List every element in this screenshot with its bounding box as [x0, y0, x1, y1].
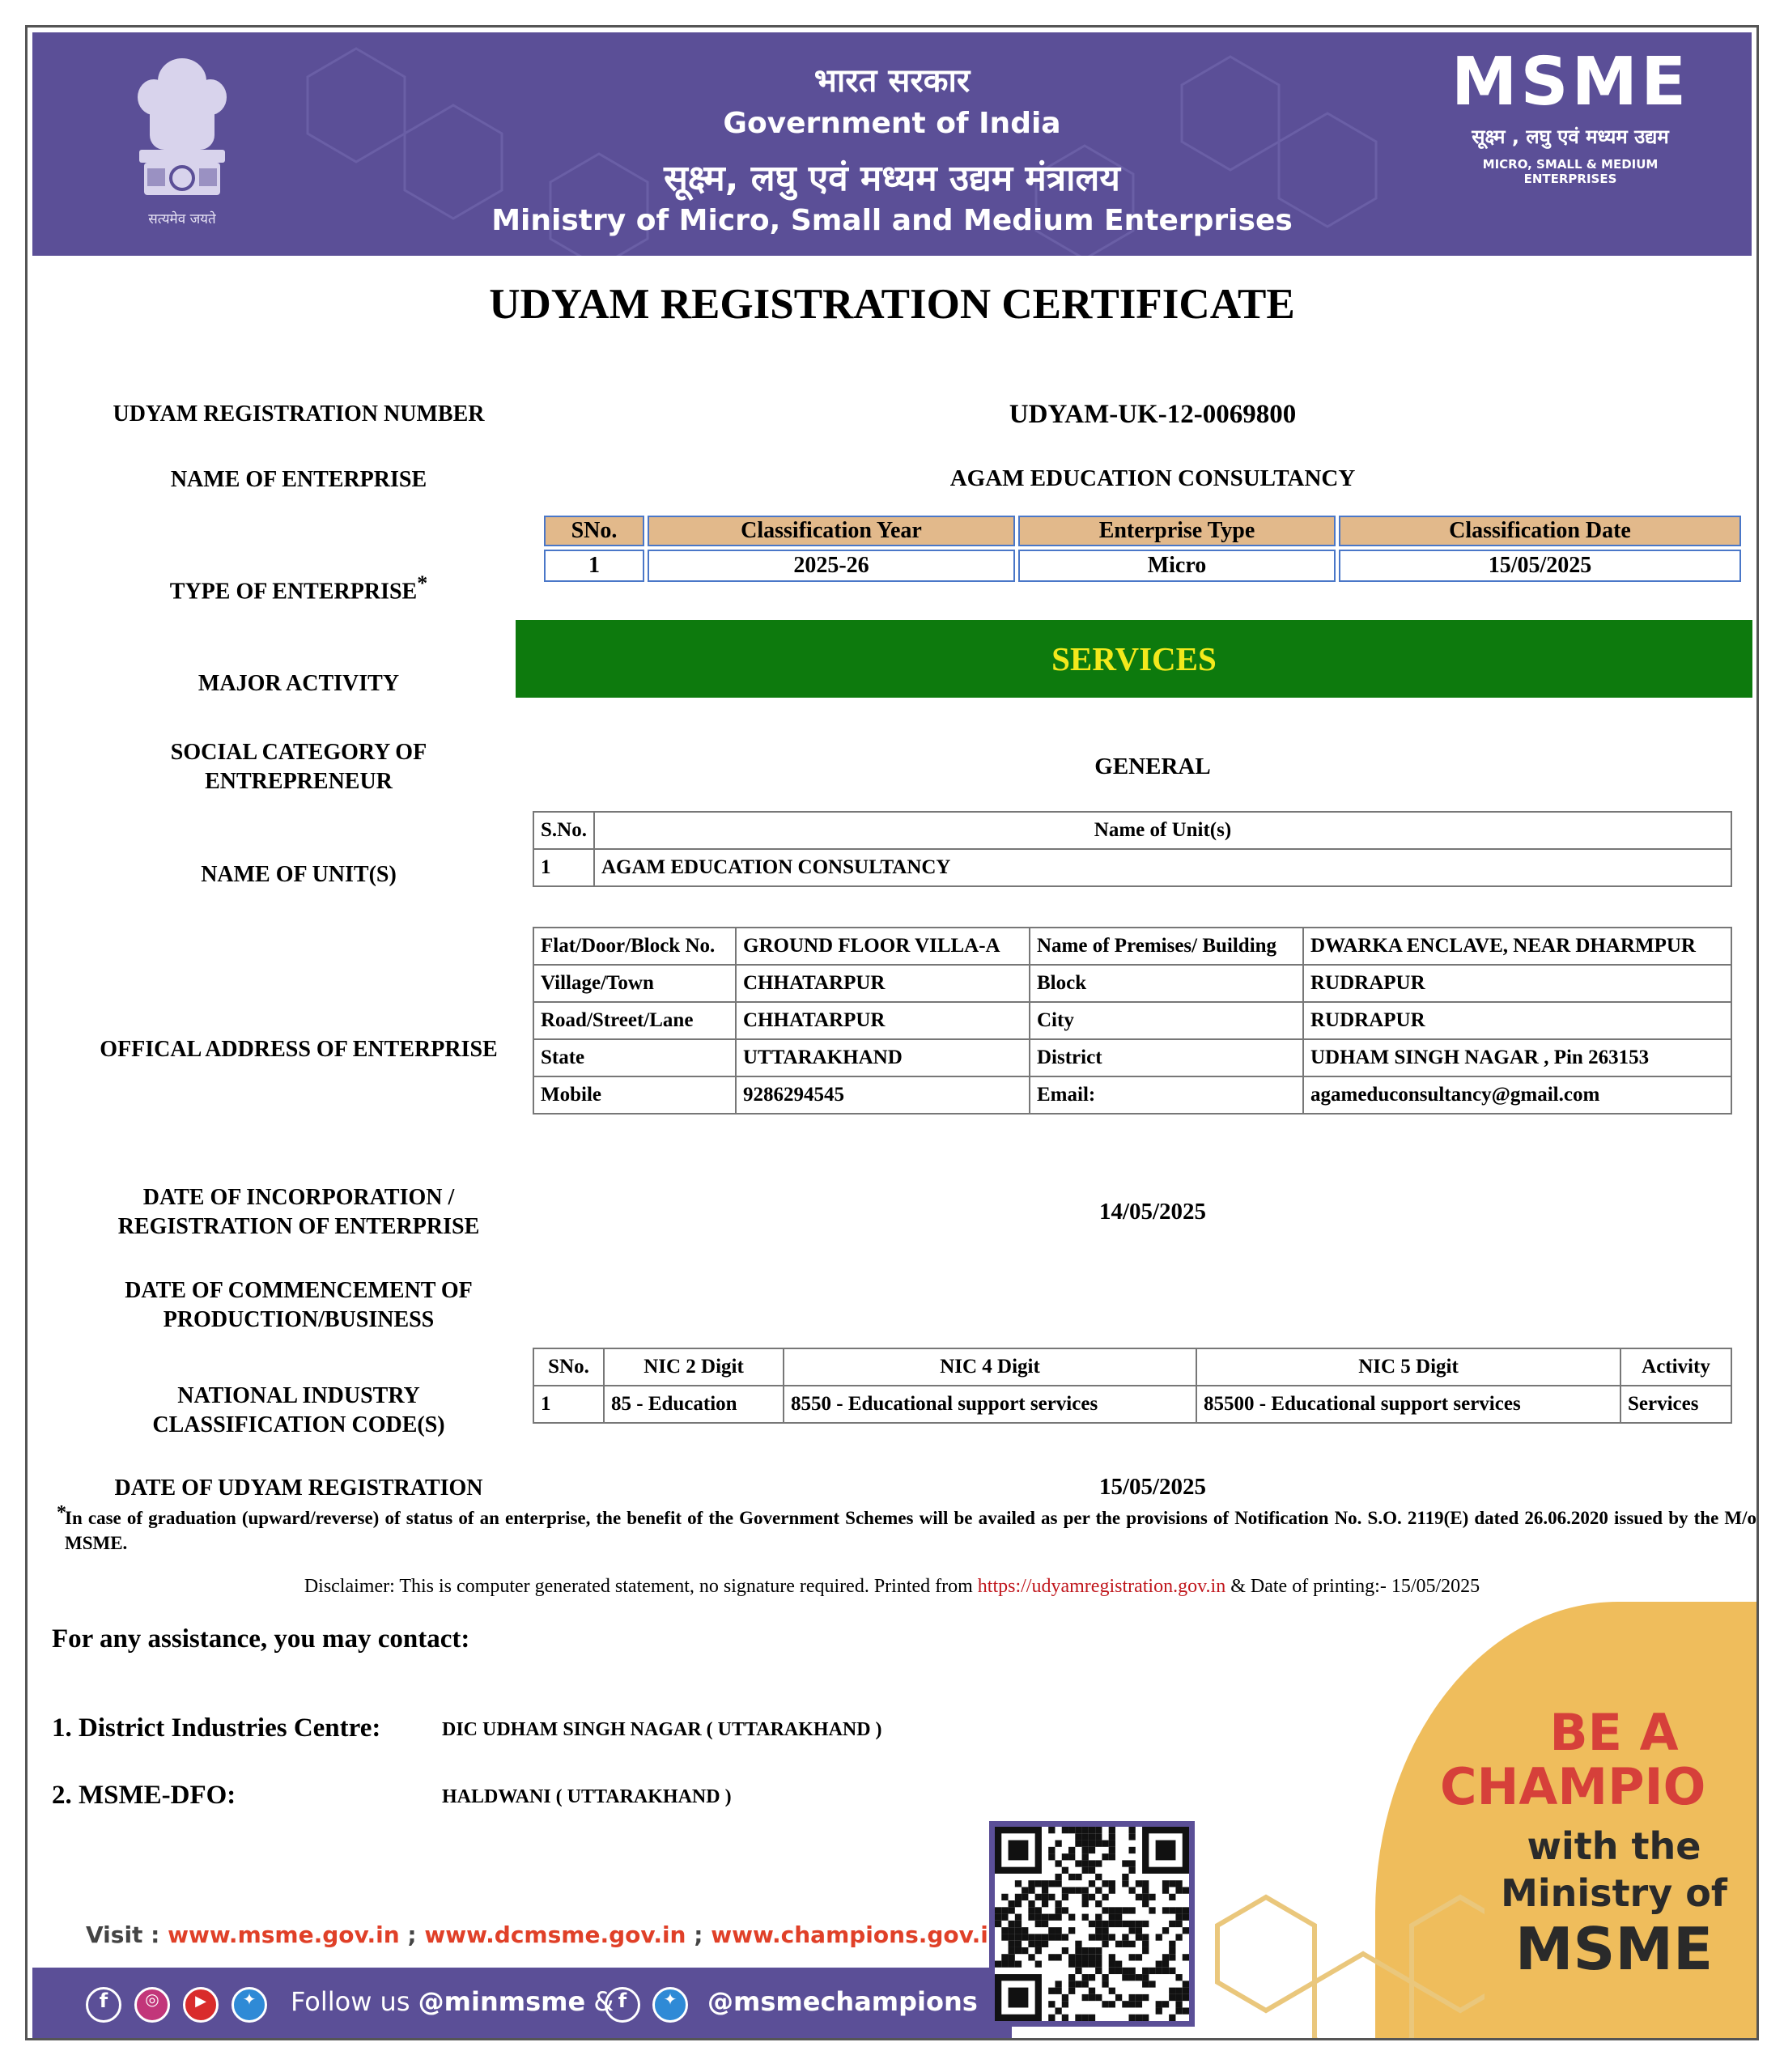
disclaimer: Disclaimer: This is computer generated statement, no signature required. Printed from https://udyamregistration.gov.in & Date of printing:- 15/05/2025 — [304, 1576, 1480, 1597]
address-key: District — [1030, 1039, 1303, 1076]
address-table — [533, 927, 1732, 1115]
champion-line4: Ministry of — [1501, 1871, 1727, 1915]
champions-url-link[interactable]: www.champions.gov.i — [711, 1921, 988, 1948]
incorporation-date: 14/05/2025 — [1098, 1199, 1207, 1225]
address-key: Village/Town — [533, 965, 736, 1002]
classification-header-row — [544, 516, 1741, 546]
dfo-value: HALDWANI ( UTTARAKHAND ) — [442, 1786, 732, 1807]
nic-cell: 8550 - Educational support services — [784, 1386, 1196, 1423]
dic-label: 1. District Industries Centre: — [52, 1713, 381, 1743]
address-value: RUDRAPUR — [1303, 965, 1731, 1002]
commencement-label: DATE OF COMMENCEMENT OF PRODUCTION/BUSINESS — [125, 1278, 473, 1332]
type-label: TYPE OF ENTERPRISE* — [169, 571, 428, 605]
units-cell: 1 — [533, 849, 594, 886]
udyam-date-label: DATE OF UDYAM REGISTRATION — [114, 1475, 483, 1501]
certificate-title: UDYAM REGISTRATION CERTIFICATE — [489, 281, 1295, 328]
nic-cell: Services — [1620, 1386, 1731, 1423]
mobile-number: 9286294545 — [736, 1076, 1030, 1114]
nic-header: NIC 4 Digit — [784, 1348, 1196, 1386]
address-key: City — [1030, 1002, 1303, 1039]
nic-cell: 1 — [533, 1386, 604, 1423]
enterprise-name: AGAM EDUCATION CONSULTANCY — [949, 465, 1356, 491]
certificate-frame: सत्यमेव जयते भारत सरकार Government of India सूक्ष्म, लघु एवं मध्यम उद्यम मंत्रालय Ministry of Micro, Small and Medium Enterprises MSME सूक्ष्म , लघु एवं मध्यम उद्यम MICRO, SMALL & MEDIUM ENTERPRISES UDYAM REGISTRATION CERTIFICATE UDYAM REGISTRATION NUMBER UDYAM-UK-12-0069800 NAME OF ENTERPRISE AGAM EDUCATION CONSULTANCY TYPE OF ENTERPRISE* SNo. Classification Year Enterprise Type Classification Date 1 2025-26 Micro 15/05/2025 MAJOR ACTIVITY SERVICES SOCIAL CATEGORY OF ENTREPRENEUR GENERAL NAME OF UNIT(S) S.No. Name of Unit(s) 1 AGAM EDUCATION CONSULTANCY OFFICAL ADDRESS OF ENTERPRISE Flat/Door/Block No. GROUND FLOOR VILLA-A Name of Premises/ Building DWARKA ENCLAVE, NEAR DHARMPUR Village/Town CHHATARPUR Block RUDRAPUR Road/Street/Lane CHHATARPUR City RUDRAPUR State UTTARAKHAND District UDHAM SINGH NAGAR , Pin 263153 Mobile 9286294545 Email: agameduconsultancy@gmail.com DATE OF INCORPORATION / REGISTRATION OF ENTERPRISE 14/05/2025 DATE OF COMMENCEMENT OF PRODUCTION/BUSINESS NATIONAL INDUSTRY CLASSIFICATION CODE(S) SNo. NIC 2 Digit NIC 4 Digit NIC 5 Digit Activity 1 85 - Education 8550 - Educational support services 85500 - Educational support services Services DATE OF UDYAM REGISTRATION 15/05/2025 * In case of graduation (upward/reverse) of status of an enterprise, the benefit of the Government Schemes will be availed as per the provisions of Notification No. S.O. 2119(E) dated 26.06.2020 issued by the M/o MSME. Disclaimer: This is computer generated statement, no signature required. Printed from https://udyamregistration.gov.in & Date of printing:- 15/05/2025 For any assistance, you may contact: 1. District Industries Centre: DIC UDHAM SINGH NAGAR ( UTTARAKHAND ) 2. MSME-DFO: HALDWANI ( UTTARAKHAND ) BE A CHAMPIO with the Ministry of MSME Visit : www.msme.gov.in ; www.dcmsme.gov.in ; www.champions.gov.i f ◎ ▶ ✦ Follow us @minmsme & f ✦ @msmechampions — [25, 25, 1759, 2040]
address-key: Flat/Door/Block No. — [533, 928, 736, 965]
msmechampions-handle[interactable]: @msmechampions — [707, 1986, 978, 2017]
graduation-note: * In case of graduation (upward/reverse) of status of an enterprise, the benefit of the Government Schemes will be availed as per the provisions of Notification No. S.O. 2119(E) dated 26.06.2020 issued by the M/o MSME. — [57, 1502, 1756, 1553]
ministry-hindi: सूक्ष्म, लघु एवं मध्यम उद्यम मंत्रालय — [664, 158, 1120, 199]
social-category-label: SOCIAL CATEGORY OF ENTREPRENEUR — [170, 740, 427, 794]
classification-header: Enterprise Type — [1018, 516, 1336, 546]
qr-code — [989, 1821, 1195, 2027]
nic-header: Activity — [1620, 1348, 1731, 1386]
follow-us: Follow us @minmsme & — [291, 1986, 614, 2017]
address-value: UDHAM SINGH NAGAR , Pin 263153 — [1303, 1039, 1731, 1076]
visit-line: Visit : www.msme.gov.in ; www.dcmsme.gov.in ; www.champions.gov.i — [86, 1921, 988, 1948]
classification-header: Classification Date — [1339, 516, 1741, 546]
ministry-english: Ministry of Micro, Small and Medium Enterprises — [491, 204, 1293, 237]
address-value: UTTARAKHAND — [736, 1039, 1030, 1076]
assistance-heading: For any assistance, you may contact: — [52, 1624, 470, 1654]
address-key: Email: — [1030, 1076, 1303, 1114]
address-row — [533, 1002, 1731, 1039]
units-table — [533, 811, 1732, 887]
government-hindi: भारत सरकार — [813, 62, 971, 100]
address-value: GROUND FLOOR VILLA-A — [736, 928, 1030, 965]
incorporation-label: DATE OF INCORPORATION / REGISTRATION OF ENTERPRISE — [117, 1185, 480, 1239]
address-row — [533, 1076, 1731, 1114]
classification-row — [544, 550, 1741, 582]
udyam-portal-link[interactable]: https://udyamregistration.gov.in — [977, 1576, 1226, 1597]
nic-row — [533, 1386, 1731, 1423]
nic-label: NATIONAL INDUSTRY CLASSIFICATION CODE(S) — [152, 1383, 445, 1437]
champion-line3: with the — [1527, 1824, 1701, 1868]
reg-number-label: UDYAM REGISTRATION NUMBER — [113, 401, 485, 427]
classification-cell: Micro — [1018, 550, 1336, 582]
units-header: Name of Unit(s) — [594, 812, 1731, 849]
nic-header-row — [533, 1348, 1731, 1386]
minmsme-handle[interactable]: @minmsme — [418, 1986, 586, 2017]
address-value: DWARKA ENCLAVE, NEAR DHARMPUR — [1303, 928, 1731, 965]
classification-cell: 2025-26 — [648, 550, 1015, 582]
dcmsme-url-link[interactable]: www.dcmsme.gov.in — [424, 1921, 686, 1948]
champion-line5: MSME — [1514, 1915, 1714, 1983]
units-row — [533, 849, 1731, 886]
classification-cell: 1 — [544, 550, 644, 582]
address-key: Block — [1030, 965, 1303, 1002]
address-key: Name of Premises/ Building — [1030, 928, 1303, 965]
nic-cell: 85500 - Educational support services — [1196, 1386, 1620, 1423]
address-key: Road/Street/Lane — [533, 1002, 736, 1039]
msme-logo-english: MICRO, SMALL & MEDIUM ENTERPRISES — [1482, 157, 1659, 186]
nic-header: NIC 5 Digit — [1196, 1348, 1620, 1386]
nic-table — [533, 1348, 1732, 1424]
nic-header: SNo. — [533, 1348, 604, 1386]
enterprise-name-label: NAME OF ENTERPRISE — [170, 467, 427, 492]
udyam-date: 15/05/2025 — [1098, 1474, 1207, 1500]
nic-cell: 85 - Education — [604, 1386, 784, 1423]
classification-header: Classification Year — [648, 516, 1015, 546]
address-value: CHHATARPUR — [736, 965, 1030, 1002]
address-value: CHHATARPUR — [736, 1002, 1030, 1039]
address-key: Mobile — [533, 1076, 736, 1114]
government-english: Government of India — [723, 107, 1061, 140]
address-row — [533, 965, 1731, 1002]
address-row — [533, 928, 1731, 965]
classification-header: SNo. — [544, 516, 644, 546]
email-address: agameduconsultancy@gmail.com — [1303, 1076, 1731, 1114]
msme-url-link[interactable]: www.msme.gov.in — [168, 1921, 400, 1948]
address-row — [533, 1039, 1731, 1076]
classification-table — [541, 512, 1744, 585]
nic-header: NIC 2 Digit — [604, 1348, 784, 1386]
champion-line2: CHAMPIO — [1440, 1757, 1706, 1816]
dic-value: DIC UDHAM SINGH NAGAR ( UTTARAKHAND ) — [442, 1719, 882, 1740]
units-cell: AGAM EDUCATION CONSULTANCY — [594, 849, 1731, 886]
address-label: OFFICAL ADDRESS OF ENTERPRISE — [100, 1037, 498, 1062]
classification-cell: 15/05/2025 — [1339, 550, 1741, 582]
msme-logo: MSME — [1451, 44, 1690, 121]
address-value: RUDRAPUR — [1303, 1002, 1731, 1039]
msme-logo-hindi: सूक्ष्म , लघु एवं मध्यम उद्यम — [1472, 125, 1669, 148]
social-category: GENERAL — [1094, 754, 1211, 779]
reg-number: UDYAM-UK-12-0069800 — [1009, 400, 1297, 429]
units-header: S.No. — [533, 812, 594, 849]
header-banner — [32, 32, 1752, 256]
address-key: State — [533, 1039, 736, 1076]
dfo-label: 2. MSME-DFO: — [52, 1781, 236, 1810]
units-label: NAME OF UNIT(S) — [201, 862, 397, 887]
units-header-row — [533, 812, 1731, 849]
major-activity-banner: SERVICES — [516, 620, 1752, 698]
emblem-motto: सत्यमेव जयते — [148, 211, 216, 227]
major-activity-label: MAJOR ACTIVITY — [198, 671, 400, 696]
champion-line1: BE A — [1549, 1703, 1679, 1762]
